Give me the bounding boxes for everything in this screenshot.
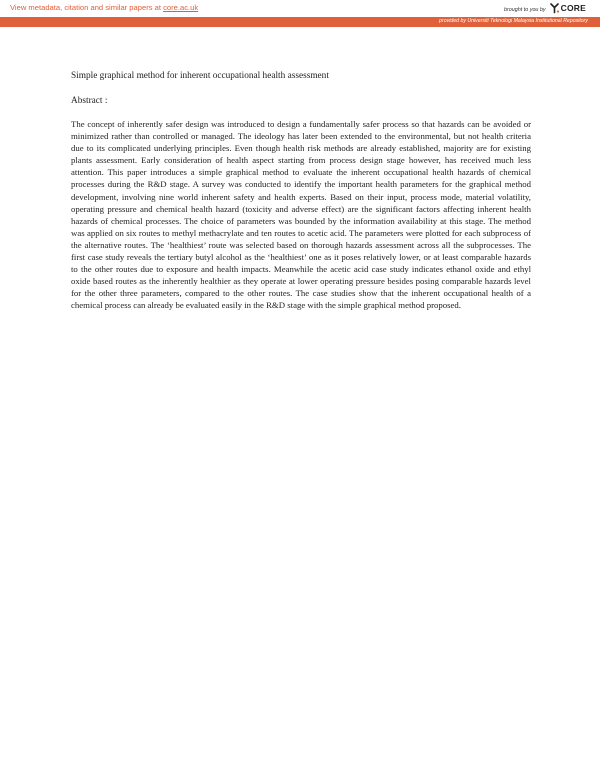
core-ac-uk-link[interactable]: core.ac.uk — [163, 3, 199, 12]
brought-to-you-by — [504, 1, 586, 15]
provider-bar — [0, 17, 600, 27]
view-metadata-link[interactable] — [10, 3, 198, 12]
core-logo-text: CORE — [560, 3, 586, 13]
abstract-heading: Abstract : — [71, 96, 108, 106]
core-logo-icon — [549, 2, 560, 14]
view-metadata-text: View metadata, citation and similar papers at — [10, 3, 164, 12]
paper-title: Simple graphical method for inherent occupational health assessment — [71, 71, 329, 81]
core-banner — [0, 0, 600, 17]
abstract-text: The concept of inherently safer design was introduced to design a fundamentally safer process so that hazards can be avoided or minimized rather than controlled or managed. The ideology has later been extended to the environmental, but not health criteria due to its complicated underlying principles. Even though health risk methods are already established, majority are for existing plants assessment. Early consideration of health aspect starting from process design stage however, has received much less attention. This paper introduces a simple graphical method to evaluate the inherent occupational health hazards of chemical processes during the R&D stage. A survey was conducted to identify the important health parameters for the graphical method development, involving nine world inherent safety and health experts. Based on their input, process mode, material volatility, operating pressure and chemical health hazard (toxicity and adverse effect) are the significant factors affecting inherent health hazards of chemical processes. The choice of parameters was bounded by the information availability at this stage. The method was applied on six routes to methyl methacrylate and ten routes to acetic acid. The parameters were plotted for each subprocess of the alternative routes. The ‘healthiest’ route was selected based on thorough hazards assessment across all the subprocesses. The first case study reveals the tertiary butyl alcohol as the ‘healthiest’ one as it poses relatively lower, or at least comparable hazards to the other routes due to exposure and health impacts. Meanwhile the acetic acid case study indicates ethanol oxide and ethyl oxide based routes as the inherently healthier as they operate at lower operating pressure besides posing comparable hazards level for the other three parameters, compared to the other routes. The case studies show that the inherent occupational health of a chemical process can already be evaluated easily in the R&D stage with the simple graphical method proposed. — [71, 119, 531, 311]
brought-to-you-by-text: brought to you by — [503, 6, 546, 13]
provided-by-text: provided by Universiti Teknologi Malaysia Institutional Repository — [439, 18, 588, 24]
core-logo[interactable] — [549, 2, 586, 14]
